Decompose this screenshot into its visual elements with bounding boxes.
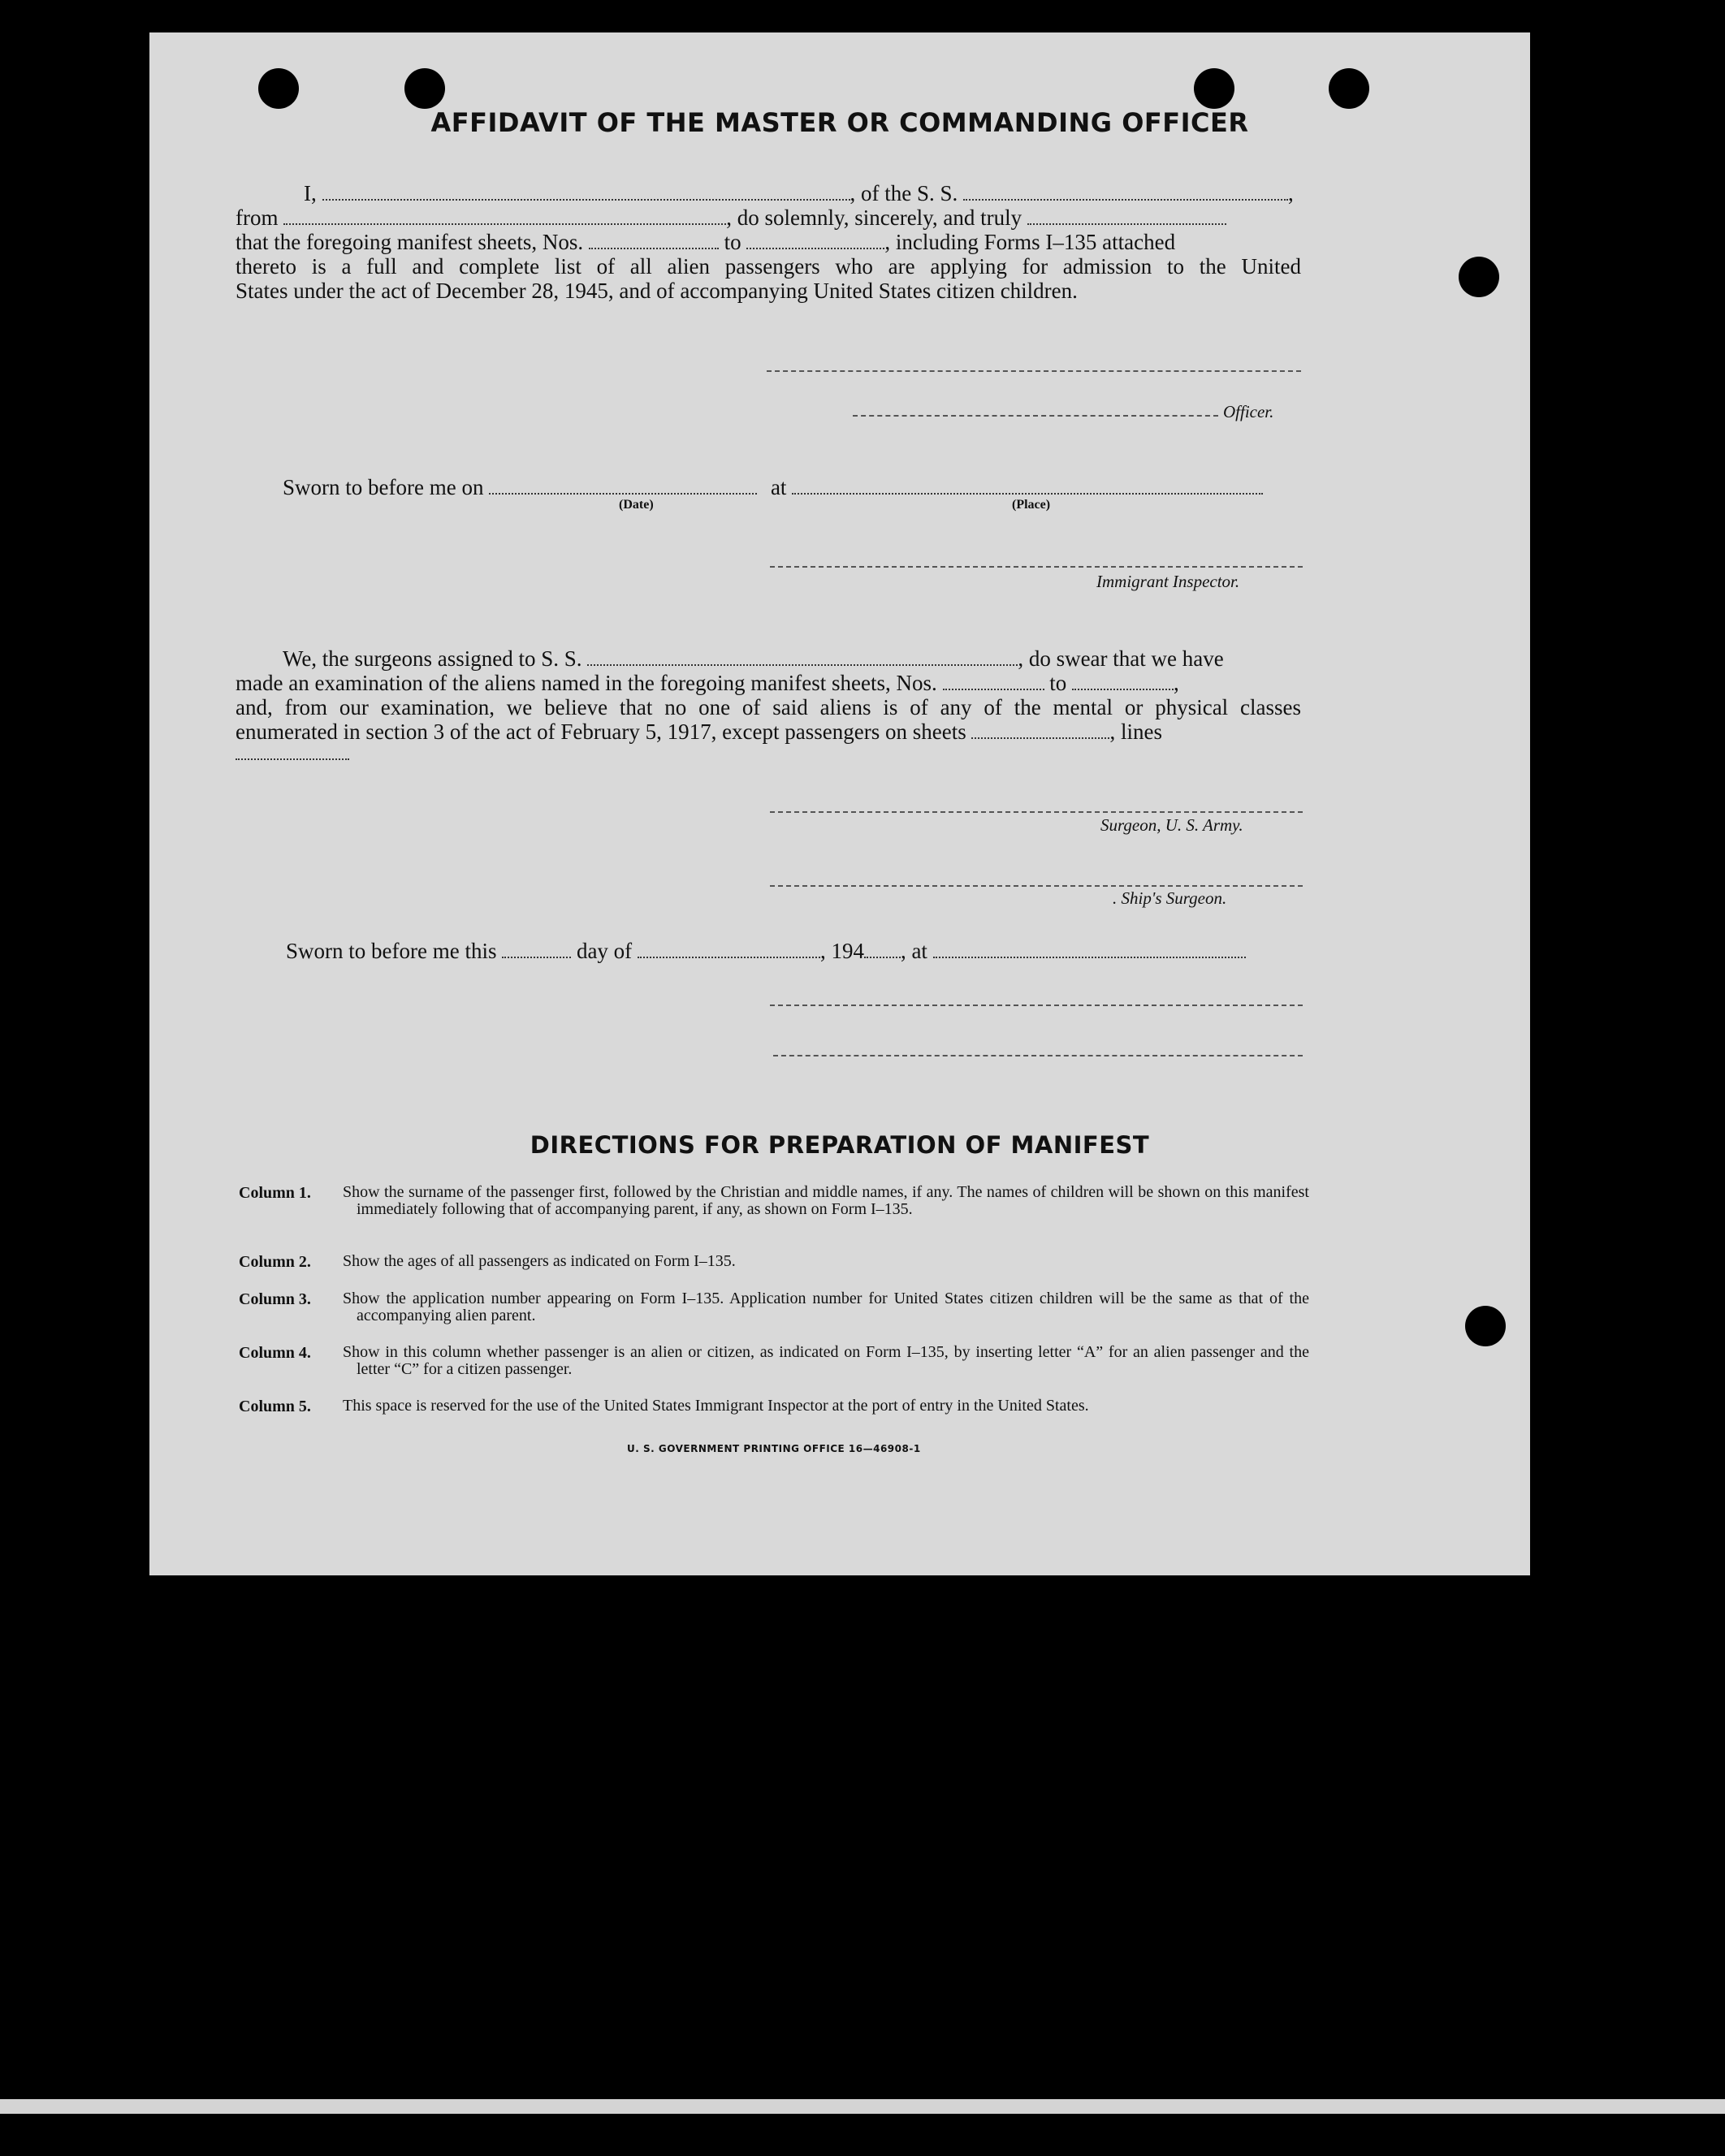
sheets-to-field[interactable] — [746, 230, 884, 249]
sworn-this-line: Sworn to before me this day of , 194 , at — [286, 939, 1246, 963]
surgeons-line-5 — [236, 741, 349, 765]
ship-field[interactable] — [963, 181, 1288, 201]
punch-hole — [1459, 257, 1499, 297]
sworn-on-line: Sworn to before me on at — [283, 475, 1263, 499]
column-4-label: Column 4. — [239, 1344, 311, 1362]
lines-field[interactable] — [236, 741, 349, 760]
sworn-place-field[interactable] — [933, 939, 1246, 958]
surgeon-sheets-from-field[interactable] — [943, 671, 1044, 690]
punch-hole — [258, 68, 299, 109]
officer-label: Officer. — [1223, 402, 1274, 421]
column-4-text: Show in this column whether passenger is an alien or citizen, as indicated on Form I–135, by inserting letter “A” for an alien passenger and the letter “C” for a citizen passenger. — [343, 1343, 1309, 1378]
official-signature-line[interactable] — [770, 1005, 1303, 1006]
punch-hole — [404, 68, 445, 109]
surgeon-ship-field[interactable] — [587, 646, 1018, 666]
ship-surgeon-label: . Ship's Surgeon. — [1113, 888, 1227, 908]
column-5-label: Column 5. — [239, 1398, 311, 1415]
official-title-line[interactable] — [773, 1055, 1303, 1056]
surgeons-line-2: made an examination of the aliens named in the foregoing manifest sheets, Nos. to , — [236, 671, 1179, 695]
printing-office-footer: U. S. GOVERNMENT PRINTING OFFICE 16—46908-1 — [627, 1443, 921, 1454]
army-surgeon-label: Surgeon, U. S. Army. — [1100, 815, 1243, 835]
surgeons-line-1: We, the surgeons assigned to S. S. , do swear that we have — [283, 646, 1224, 671]
affidavit-line-5: States under the act of December 28, 1945, and of accompanying United States citizen children. — [236, 279, 1078, 303]
column-3-label: Column 3. — [239, 1290, 311, 1308]
scan-edge-strip — [0, 2099, 1725, 2114]
inspector-label: Immigrant Inspector. — [1096, 572, 1240, 591]
column-3-text: Show the application number appearing on Form I–135. Application number for United States citizen children will be the same as that of the accompanying alien parent. — [343, 1290, 1309, 1324]
affidavit-line-2: from , do solemnly, sincerely, and truly — [236, 205, 1226, 230]
surgeons-line-3: and, from our examination, we believe that no one of said aliens is of any of the mental or physical classes — [236, 695, 1301, 719]
surgeons-line-4: enumerated in section 3 of the act of February 5, 1917, except passengers on sheets , lines — [236, 719, 1162, 744]
directions-title: DIRECTIONS FOR PREPARATION OF MANIFEST — [530, 1131, 1150, 1159]
inspector-signature-line[interactable] — [770, 566, 1303, 568]
surgeon-sheets-to-field[interactable] — [1072, 671, 1174, 690]
punch-hole — [1465, 1306, 1506, 1346]
sheets-from-field[interactable] — [589, 230, 719, 249]
affidavit-line-3: that the foregoing manifest sheets, Nos. to , including Forms I–135 attached — [236, 230, 1176, 254]
name-field[interactable] — [322, 181, 850, 201]
form-page — [149, 32, 1530, 1575]
day-field[interactable] — [502, 939, 571, 958]
column-1-text: Show the surname of the passenger first, followed by the Christian and middle names, if any. The names of children will be shown on this manifest immediately following that of accompanying parent, if any, as shown on Form I–135. — [343, 1183, 1309, 1218]
place-caption: (Place) — [1012, 498, 1051, 512]
month-field[interactable] — [638, 939, 820, 958]
column-5-text: This space is reserved for the use of the United States Immigrant Inspector at the port of entry in the United States. — [343, 1397, 1089, 1415]
ship-surgeon-line[interactable] — [770, 885, 1303, 887]
army-surgeon-line[interactable] — [770, 811, 1303, 813]
from-field[interactable] — [283, 205, 726, 225]
punch-hole — [1194, 68, 1234, 109]
place-field[interactable] — [792, 475, 1263, 495]
except-sheets-field[interactable] — [971, 719, 1109, 739]
punch-hole — [1329, 68, 1369, 109]
date-field[interactable] — [489, 475, 757, 495]
column-2-label: Column 2. — [239, 1253, 311, 1271]
date-caption: (Date) — [619, 498, 654, 512]
affidavit-title: AFFIDAVIT OF THE MASTER OR COMMANDING OFFICER — [430, 107, 1249, 138]
affidavit-line-1: I, , of the S. S. , — [304, 181, 1294, 205]
swear-field[interactable] — [1027, 205, 1226, 225]
officer-line[interactable] — [853, 415, 1218, 417]
column-2-text: Show the ages of all passengers as indicated on Form I–135. — [343, 1252, 736, 1270]
affidavit-line-4: thereto is a full and complete list of all alien passengers who are applying for admission to the United — [236, 254, 1301, 279]
signature-line[interactable] — [767, 370, 1301, 372]
column-1-label: Column 1. — [239, 1184, 311, 1202]
year-field[interactable] — [864, 939, 901, 958]
